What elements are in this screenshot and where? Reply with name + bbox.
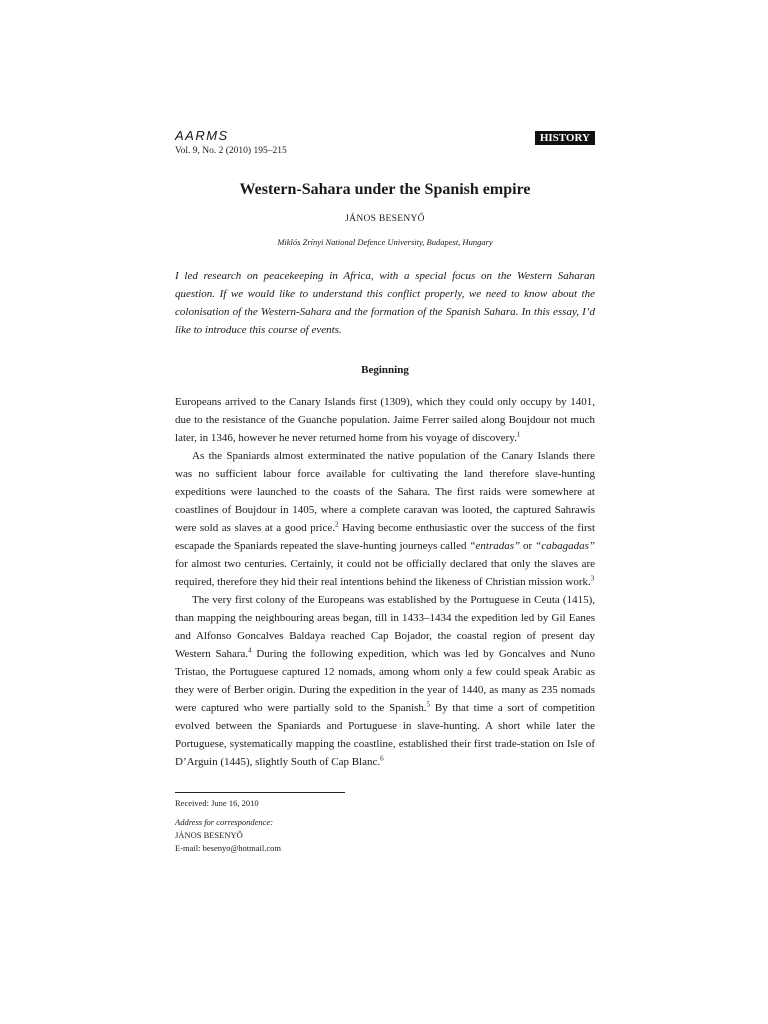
volume-info: Vol. 9, No. 2 (2010) 195–215 bbox=[175, 146, 287, 156]
footnote-ref: 3 bbox=[590, 574, 595, 583]
paragraph: Europeans arrived to the Canary Islands first (1309), which they could only occupy by 1401, due to the resistance of the Guanche population. Jaime Ferrer sailed along Boujdour not much later, in 1346, however he never returned home from his voyage of discovery.$^1$ bbox=[175, 396, 595, 444]
footnote-ref: 6 bbox=[380, 754, 384, 763]
body-text bbox=[175, 393, 595, 771]
correspondence-label: Address for correspondence: bbox=[175, 817, 274, 827]
footnote-ref: 2 bbox=[334, 520, 339, 529]
footnote-ref: 1 bbox=[516, 430, 521, 439]
page-header bbox=[175, 128, 595, 160]
footnote-divider bbox=[175, 792, 345, 793]
paragraph: As the Spaniards almost exterminated the native population of the Canary Islands there was no sufficient labour force available for cultivating the land therefore slave-hunting expeditions were launched to the coasts of the Sahara. The first raids were somewhere at coastlines of Boujdour in 1405, where a complete caravan was looted, the captured Sahrawis were sold as slaves at a good price.$^2$ Having become enthusiastic over the success of the first escapade the Spaniards repeated the slave-hunting journeys called “entradas” or “cabagadas” for almost two centuries. Certainly, it could not be officially declared that only the slaves are required, therefore they hid their real intentions behind the likeness of Christian mission work.$^3$ bbox=[175, 450, 596, 588]
article-title: Western-Sahara under the Spanish empire bbox=[239, 181, 531, 198]
author-affiliation: Miklós Zrínyi National Defence University, Budapest, Hungary bbox=[277, 237, 493, 247]
journal-logo: AARMS bbox=[175, 128, 229, 143]
correspondence-email: E-mail: besenyo@hotmail.com bbox=[175, 843, 282, 853]
received-date: Received: June 16, 2010 bbox=[175, 798, 259, 808]
section-badge: HISTORY bbox=[535, 131, 595, 145]
correspondence-name: JÁNOS BESENYŐ bbox=[175, 830, 243, 840]
footnote-ref: 5 bbox=[426, 700, 431, 709]
footnotes bbox=[175, 792, 595, 855]
footnote-ref: 4 bbox=[248, 646, 252, 655]
abstract: I led research on peacekeeping in Africa, with a special focus on the Western Saharan question. If we would like to understand this conflict properly, we need to know about the colonisation of the Western-Sahara and the formation of the Spanish Sahara. In this essay, I’d like to introduce this course of events. bbox=[175, 270, 595, 336]
article-author: JÁNOS BESENYŐ bbox=[345, 214, 425, 224]
article-page bbox=[175, 128, 595, 855]
section-heading: Beginning bbox=[361, 364, 409, 376]
paragraph: The very first colony of the Europeans was established by the Portuguese in Ceuta (1415), than mapping the neighbouring areas began, till in 1433–1434 the expedition led by Gil Eanes and Alfonso Goncalves Baldaya reached Cap Bojador, the coastal region of present day Western Sahara.$^4$ During the following expedition, which was led by Goncalves and Nuno Tristao, the Portuguese captured 12 nomads, among whom only a few could speak Arabic as they were of Berber origin. During the expedition in the year of 1440, as many as 235 nomads were captured who were partially sold to the Spanish.$^5$ By that time a sort of competition evolved between the Spaniards and Portuguese in slave-hunting. A short while later the Portuguese, systematically mapping the coastline, established their first trade-station on Isle of D’Arguin (1445), slightly South of Cap Blanc.$^6$ bbox=[175, 594, 595, 768]
